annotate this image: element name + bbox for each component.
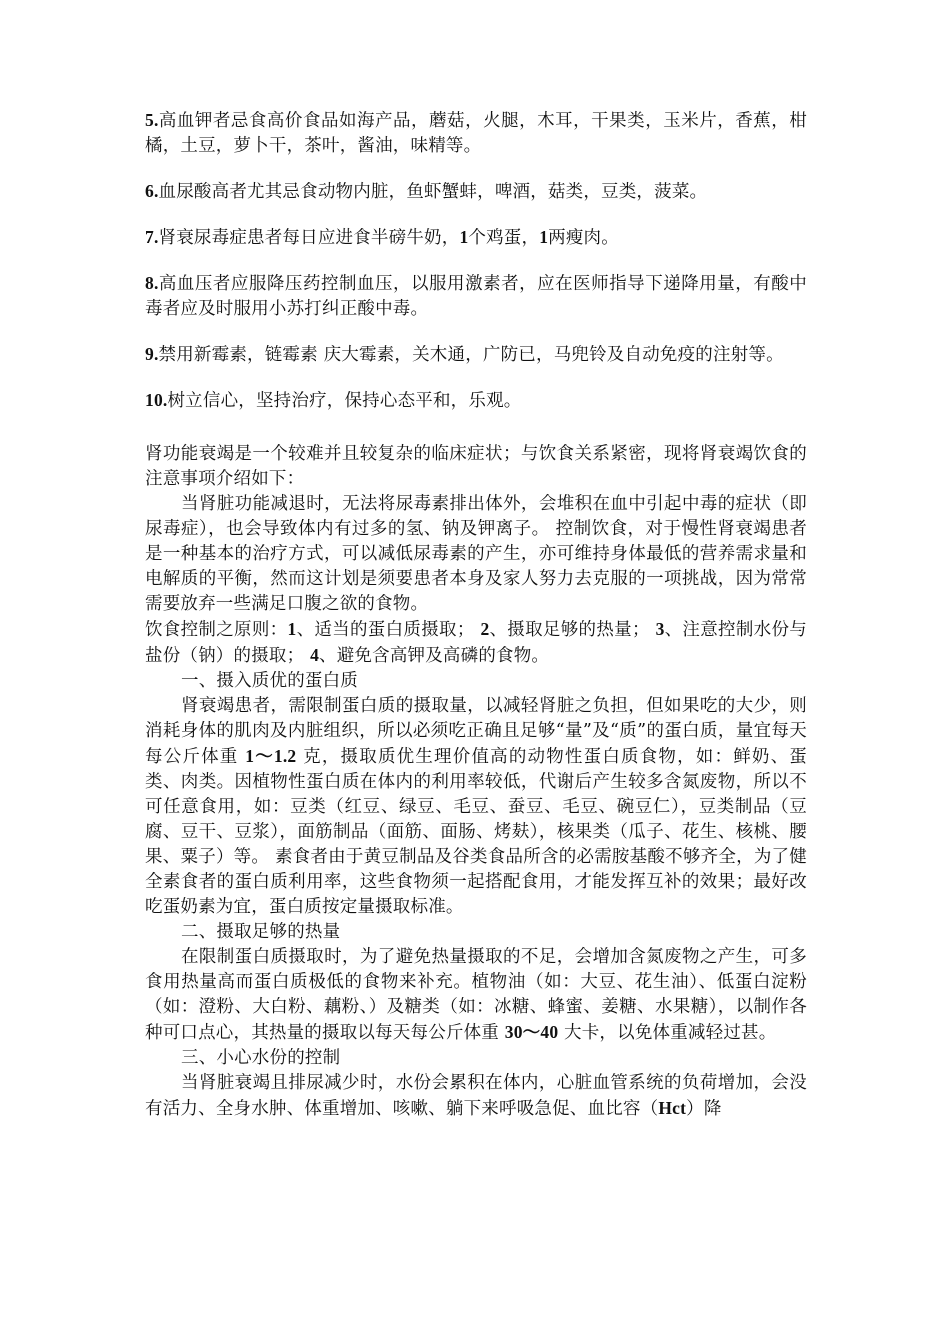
tip-5	[145, 108, 807, 159]
document-body	[145, 108, 807, 1122]
tip-number: 8.	[145, 273, 159, 293]
section-heading-calories: 二、摄取足够的热量	[181, 922, 341, 942]
tip-number: 10.	[145, 390, 168, 410]
bold-text: Hct	[658, 1098, 687, 1118]
bold-number: 3	[655, 619, 665, 639]
principle-text: 、注意控制水份与盐份（钠）的摄取；	[145, 620, 808, 666]
bold-number: 2	[480, 619, 490, 639]
bold-number: 30～40	[504, 1022, 559, 1042]
tip-text: 高血钾者忌食高价食品如海产品，蘑菇，火腿，木耳，干果类，玉米片，香蕉，柑橘，土豆，萝卜干，茶叶，酱油，味精等。	[145, 111, 807, 156]
body-text: 肾衰竭患者，需限制蛋白质的摄取量，以减轻肾脏之负担，但如果吃的大少，则消耗身体的肌肉及内脏组织，所以必须吃正确且足够“量”及“质”的蛋白质，量宜每天每公斤体重	[145, 696, 807, 767]
tip-9	[145, 342, 807, 368]
spacer	[145, 434, 807, 442]
tip-number: 9.	[145, 344, 159, 364]
bold-number: 1	[287, 619, 297, 639]
tip-number: 7.	[145, 227, 159, 247]
bold-number: 1	[459, 227, 469, 247]
tip-text: 个鸡蛋，	[468, 228, 540, 248]
tip-text: 两瘦肉。	[548, 228, 619, 248]
bold-number: 1	[539, 227, 549, 247]
diet-principles	[145, 617, 807, 669]
tip-text: 禁用新霉素，链霉素 庆大霉素，关木通，广防已，马兜铃及自动免疫的注射等。	[158, 345, 784, 365]
section-body-water	[145, 1071, 807, 1122]
section-heading-water: 三、小心水份的控制	[181, 1048, 341, 1068]
tip-text: 血尿酸高者尤其忌食动物内脏，鱼虾蟹蚌，啤酒，菇类，豆类，菠菜。	[158, 182, 708, 202]
tip-text: 肾衰尿毒症患者每日应进食半磅牛奶，	[158, 228, 460, 248]
body-text: 大卡，以免体重减轻过甚。	[558, 1023, 777, 1043]
body-text: 克，摄取质优生理价值高的动物性蛋白质食物，如：鲜奶、蛋类、肉类。因植物性蛋白质在体内的利用率较低，代谢后产生较多含氮废物，所以不可任意食用，如：豆类（红豆、绿豆、毛豆、蚕豆、毛豆、碗豆仁），豆类制品（豆腐、豆干、豆浆），面筋制品（面筋、面肠、烤麸），核果类（瓜子、花生、核桃、腰果、粟子）等。 素食者由于黄豆制品及谷类食品所含的必需胺基酸不够齐全，为了健全素食者的蛋白质利用率，这些食物须一起搭配食用，才能发挥互补的效果；最好改吃蛋奶素为宜，蛋白质按定量摄取标准。	[145, 747, 808, 917]
body-text: 当肾脏衰竭且排尿减少时，水份会累积在体内，心脏血管系统的负荷增加，会没有活力、全身水肿、体重增加、咳嗽、躺下来呼吸急促、血比容（	[145, 1073, 807, 1119]
bold-number: 4	[310, 645, 320, 665]
tip-text: 树立信心，坚持治疗，保持心态平和，乐观。	[167, 391, 522, 411]
tip-6	[145, 179, 807, 205]
principle-text: 、适当的蛋白质摄取；	[296, 620, 481, 640]
principle-text: 、避免含高钾及高磷的食物。	[319, 646, 550, 666]
tip-8	[145, 271, 807, 322]
principle-text: 、摄取足够的热量；	[489, 620, 656, 640]
bold-number: 1～1.2	[245, 746, 297, 766]
body-text: 在限制蛋白质摄取时，为了避免热量摄取的不足，会增加含氮废物之产生，可多食用热量高而蛋白质极低的食物来补充。植物油（如：大豆、花生油）、低蛋白淀粉（如：澄粉、大白粉、藕粉、）及糖类（如：冰糖、蜂蜜、姜糖、水果糖），以制作各种可口点心，其热量的摄取以每天每公斤体重	[145, 947, 807, 1043]
section-heading-protein: 一、摄入质优的蛋白质	[181, 671, 358, 691]
section-body-protein	[145, 694, 807, 920]
tip-10	[145, 388, 807, 414]
tip-7	[145, 225, 807, 251]
tip-text: 高血压者应服降压药控制血压，以服用激素者，应在医师指导下递降用量，有酸中毒者应及时服用小苏打纠正酸中毒。	[145, 274, 807, 319]
tip-number: 5.	[145, 110, 159, 130]
principles-lead: 饮食控制之原则：	[145, 620, 288, 640]
body-text: ）降	[686, 1099, 722, 1119]
tip-number: 6.	[145, 181, 159, 201]
intro-paragraph: 肾功能衰竭是一个较难并且较复杂的临床症状；与饮食关系紧密，现将肾衰竭饮食的注意事项介绍如下：	[145, 444, 807, 489]
section-body-calories	[145, 945, 807, 1046]
paragraph-kidney-function: 当肾脏功能减退时，无法将尿毒素排出体外，会堆积在血中引起中毒的症状（即尿毒症），也会导致体内有过多的氢、钠及钾离子。 控制饮食，对于慢性肾衰竭患者是一种基本的治疗方式，可以减低尿毒素的产生，亦可维持身体最低的营养需求量和电解质的平衡，然而这计划是须要患者本身及家人努力去克服的一项挑战，因为常常需要放弃一些满足口腹之欲的食物。	[145, 494, 807, 614]
